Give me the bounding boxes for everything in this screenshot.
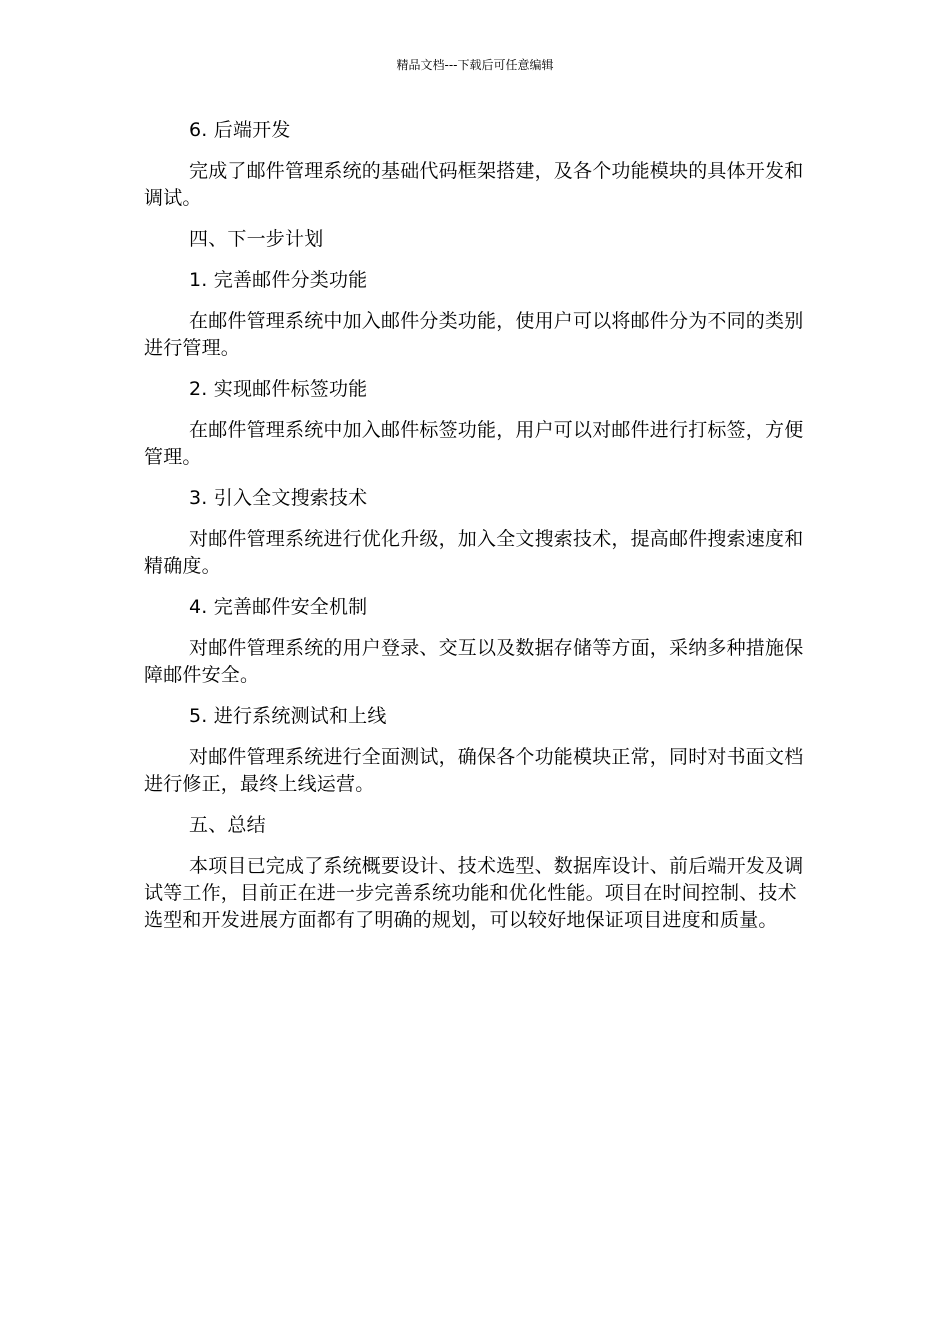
heading-mail-classification: 1. 完善邮件分类功能 [189, 269, 368, 291]
paragraph-mail-security: 对邮件管理系统的用户登录、交互以及数据存储等方面，采纳多种措施保障邮件安全。 [144, 637, 804, 686]
section-heading-next-plan: 四、下一步计划 [189, 228, 324, 250]
heading-mail-security: 4. 完善邮件安全机制 [189, 596, 368, 618]
paragraph-mail-classification: 在邮件管理系统中加入邮件分类功能，使用户可以将邮件分为不同的类别进行管理。 [144, 310, 804, 359]
paragraph-backend-dev: 完成了邮件管理系统的基础代码框架搭建，及各个功能模块的具体开发和调试。 [144, 160, 804, 209]
heading-full-text-search: 3. 引入全文搜索技术 [189, 487, 368, 509]
paragraph-summary: 本项目已完成了系统概要设计、技术选型、数据库设计、前后端开发及调试等工作，目前正在进一步完善系统功能和优化性能。项目在时间控制、技术选型和开发进展方面都有了明确的规划，可以较好地保证项目进度和质量。 [144, 855, 804, 931]
heading-mail-tags: 2. 实现邮件标签功能 [189, 378, 368, 400]
page-header: 精品文档---下载后可任意编辑 [396, 58, 554, 72]
document-body [144, 117, 804, 934]
paragraph-mail-tags: 在邮件管理系统中加入邮件标签功能，用户可以对邮件进行打标签，方便管理。 [144, 419, 804, 468]
paragraph-testing-launch: 对邮件管理系统进行全面测试，确保各个功能模块正常，同时对书面文档进行修正，最终上线运营。 [144, 746, 804, 795]
section-heading-summary: 五、总结 [189, 814, 266, 836]
paragraph-full-text-search: 对邮件管理系统进行优化升级，加入全文搜索技术，提高邮件搜索速度和精确度。 [144, 528, 804, 577]
heading-backend-dev: 6. 后端开发 [189, 119, 291, 141]
heading-testing-launch: 5. 进行系统测试和上线 [189, 705, 387, 727]
